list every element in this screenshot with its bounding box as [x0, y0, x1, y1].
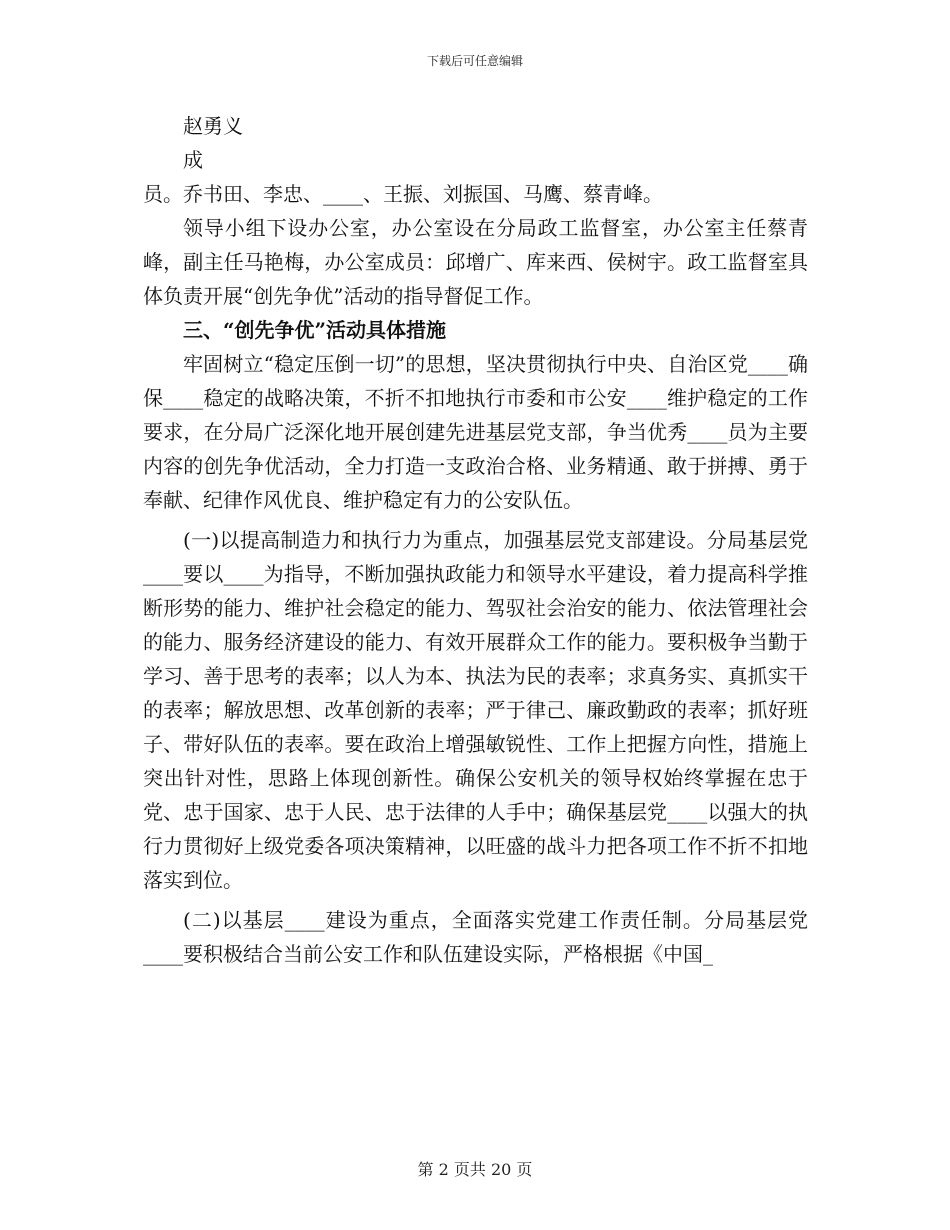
- line-member-label: 成: [183, 148, 203, 172]
- line-name: 赵勇义: [183, 114, 243, 138]
- paragraph-item-2: (二)以基层____建设为重点，全面落实党建工作责任制。分局基层党____要积极结合当前公安工作和队伍建设实际，严格根据《中国_: [143, 908, 808, 966]
- section-heading: 三、“创先争优”活动具体措施: [183, 318, 447, 342]
- paragraph-item-1: (一)以提高制造力和执行力为重点，加强基层党支部建设。分局基层党____要以____为指导，不断加强执政能力和领导水平建设，着力提高科学推断形势的能力、维护社会稳定的能力、驾驭社会治安的能力、依法管理社会的能力、服务经济建设的能力、有效开展群众工作的能力。要积极争当勤于学习、善于思考的表率；以人为本、执法为民的表率；求真务实、真抓实干的表率；解放思想、改革创新的表率；严于律己、廉政勤政的表率；抓好班子、带好队伍的表率。要在政治上增强敏锐性、工作上把握方向性，措施上突出针对性，思路上体现创新性。确保公安机关的领导权始终掌握在忠于党、忠于国家、忠于人民、忠于法律的人手中；确保基层党____以强大的执行力贯彻好上级党委各项决策精神，以旺盛的战斗力把各项工作不折不扣地落实到位。: [143, 528, 808, 892]
- paragraph-intro: 牢固树立“稳定压倒一切”的思想，坚决贯彻执行中央、自治区党____确保____稳定的战略决策，不折不扣地执行市委和市公安____维护稳定的工作要求，在分局广泛深化地开展创建先进基层党支部，争当优秀____员为主要内容的创先争优活动，全力打造一支政治合格、业务精通、敢于拼搏、勇于奉献、纪律作风优良、维护稳定有力的公安队伍。: [143, 352, 808, 512]
- page-footer: 第 2 页共 20 页: [417, 1160, 533, 1179]
- document-body: [143, 109, 808, 971]
- paragraph-office: 领导小组下设办公室，办公室设在分局政工监督室，办公室主任蔡青峰，副主任马艳梅，办公室成员：邱增广、库来西、侯树宇。政工监督室具体负责开展“创先争优”活动的指导督促工作。: [143, 216, 808, 308]
- page-header: 下载后可任意编辑: [426, 54, 523, 68]
- line-member-list: 员。乔书田、李忠、____、王振、刘振国、马鹰、蔡青峰。: [143, 182, 663, 206]
